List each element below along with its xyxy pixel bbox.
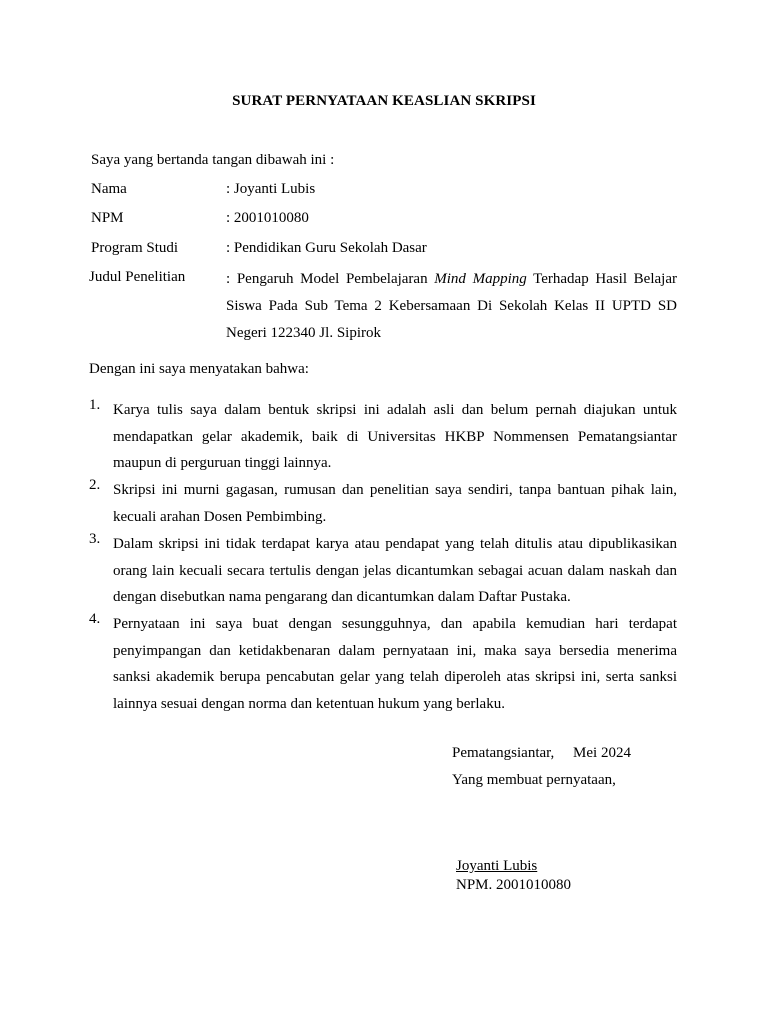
list-number: 4.	[89, 611, 101, 627]
field-label-nama: Nama	[91, 181, 127, 197]
document-title: SURAT PERNYATAAN KEASLIAN SKRIPSI	[232, 93, 536, 109]
declare-intro: Dengan ini saya menyatakan bahwa:	[89, 361, 309, 377]
list-number: 2.	[89, 477, 101, 493]
field-value-npm: : 2001010080	[226, 210, 309, 226]
list-text: Skripsi ini murni gagasan, rumusan dan penelitian saya sendiri, tanpa bantuan pihak lain, kecuali arahan Dosen Pembimbing.	[113, 482, 677, 525]
list-number: 3.	[89, 531, 101, 547]
signature-place-date: Pematangsiantar, Mei 2024	[452, 745, 631, 761]
judul-prefix: : Pengaruh Model Pembelajaran	[226, 271, 435, 287]
list-text: Karya tulis saya dalam bentuk skripsi ini adalah asli dan belum pernah diajukan untuk mendapatkan gelar akademik, baik di Universitas HKBP Nommensen Pematangsiantar maupun di perguruan tinggi lainnya.	[113, 402, 677, 472]
judul-italic: Mind Mapping	[434, 271, 527, 287]
list-text: Dalam skripsi ini tidak terdapat karya atau pendapat yang telah ditulis atau dipublikasikan orang lain kecuali secara tertulis dengan jelas dicantumkan sebagai acuan dalam naskah dan dengan disebutkan nama pengarang dan dicantumkan dalam Daftar Pustaka.	[113, 536, 677, 606]
signature-name: Joyanti Lubis	[456, 858, 538, 874]
list-text: Pernyataan ini saya buat dengan sesungguhnya, dan apabila kemudian hari terdapat penyimpangan dan ketidakbenaran dalam pernyataan ini, maka saya bersedia menerima sanksi akademik berupa pencabutan gelar yang telah diperoleh atas skripsi ini, serta sanksi lainnya sesuai dengan norma dan ketentuan hukum yang berlaku.	[113, 616, 677, 713]
field-label-judul: Judul Penelitian	[89, 269, 186, 285]
field-value-judul	[226, 266, 677, 347]
judul-suffix: Terhadap Hasil Belajar Siswa Pada Sub Tema 2 Kebersamaan Di Sekolah Kelas II UPTD SD Negeri 122340 Jl. Sipirok	[226, 271, 677, 341]
signature-npm: NPM. 2001010080	[456, 877, 572, 893]
field-value-nama: : Joyanti Lubis	[226, 181, 316, 197]
field-label-npm: NPM	[91, 210, 124, 226]
intro-text: Saya yang bertanda tangan dibawah ini :	[91, 152, 335, 168]
signature-role: Yang membuat pernyataan,	[452, 772, 616, 788]
field-label-program-studi: Program Studi	[91, 240, 179, 256]
list-number: 1.	[89, 397, 101, 413]
field-value-program-studi: : Pendidikan Guru Sekolah Dasar	[226, 240, 427, 256]
